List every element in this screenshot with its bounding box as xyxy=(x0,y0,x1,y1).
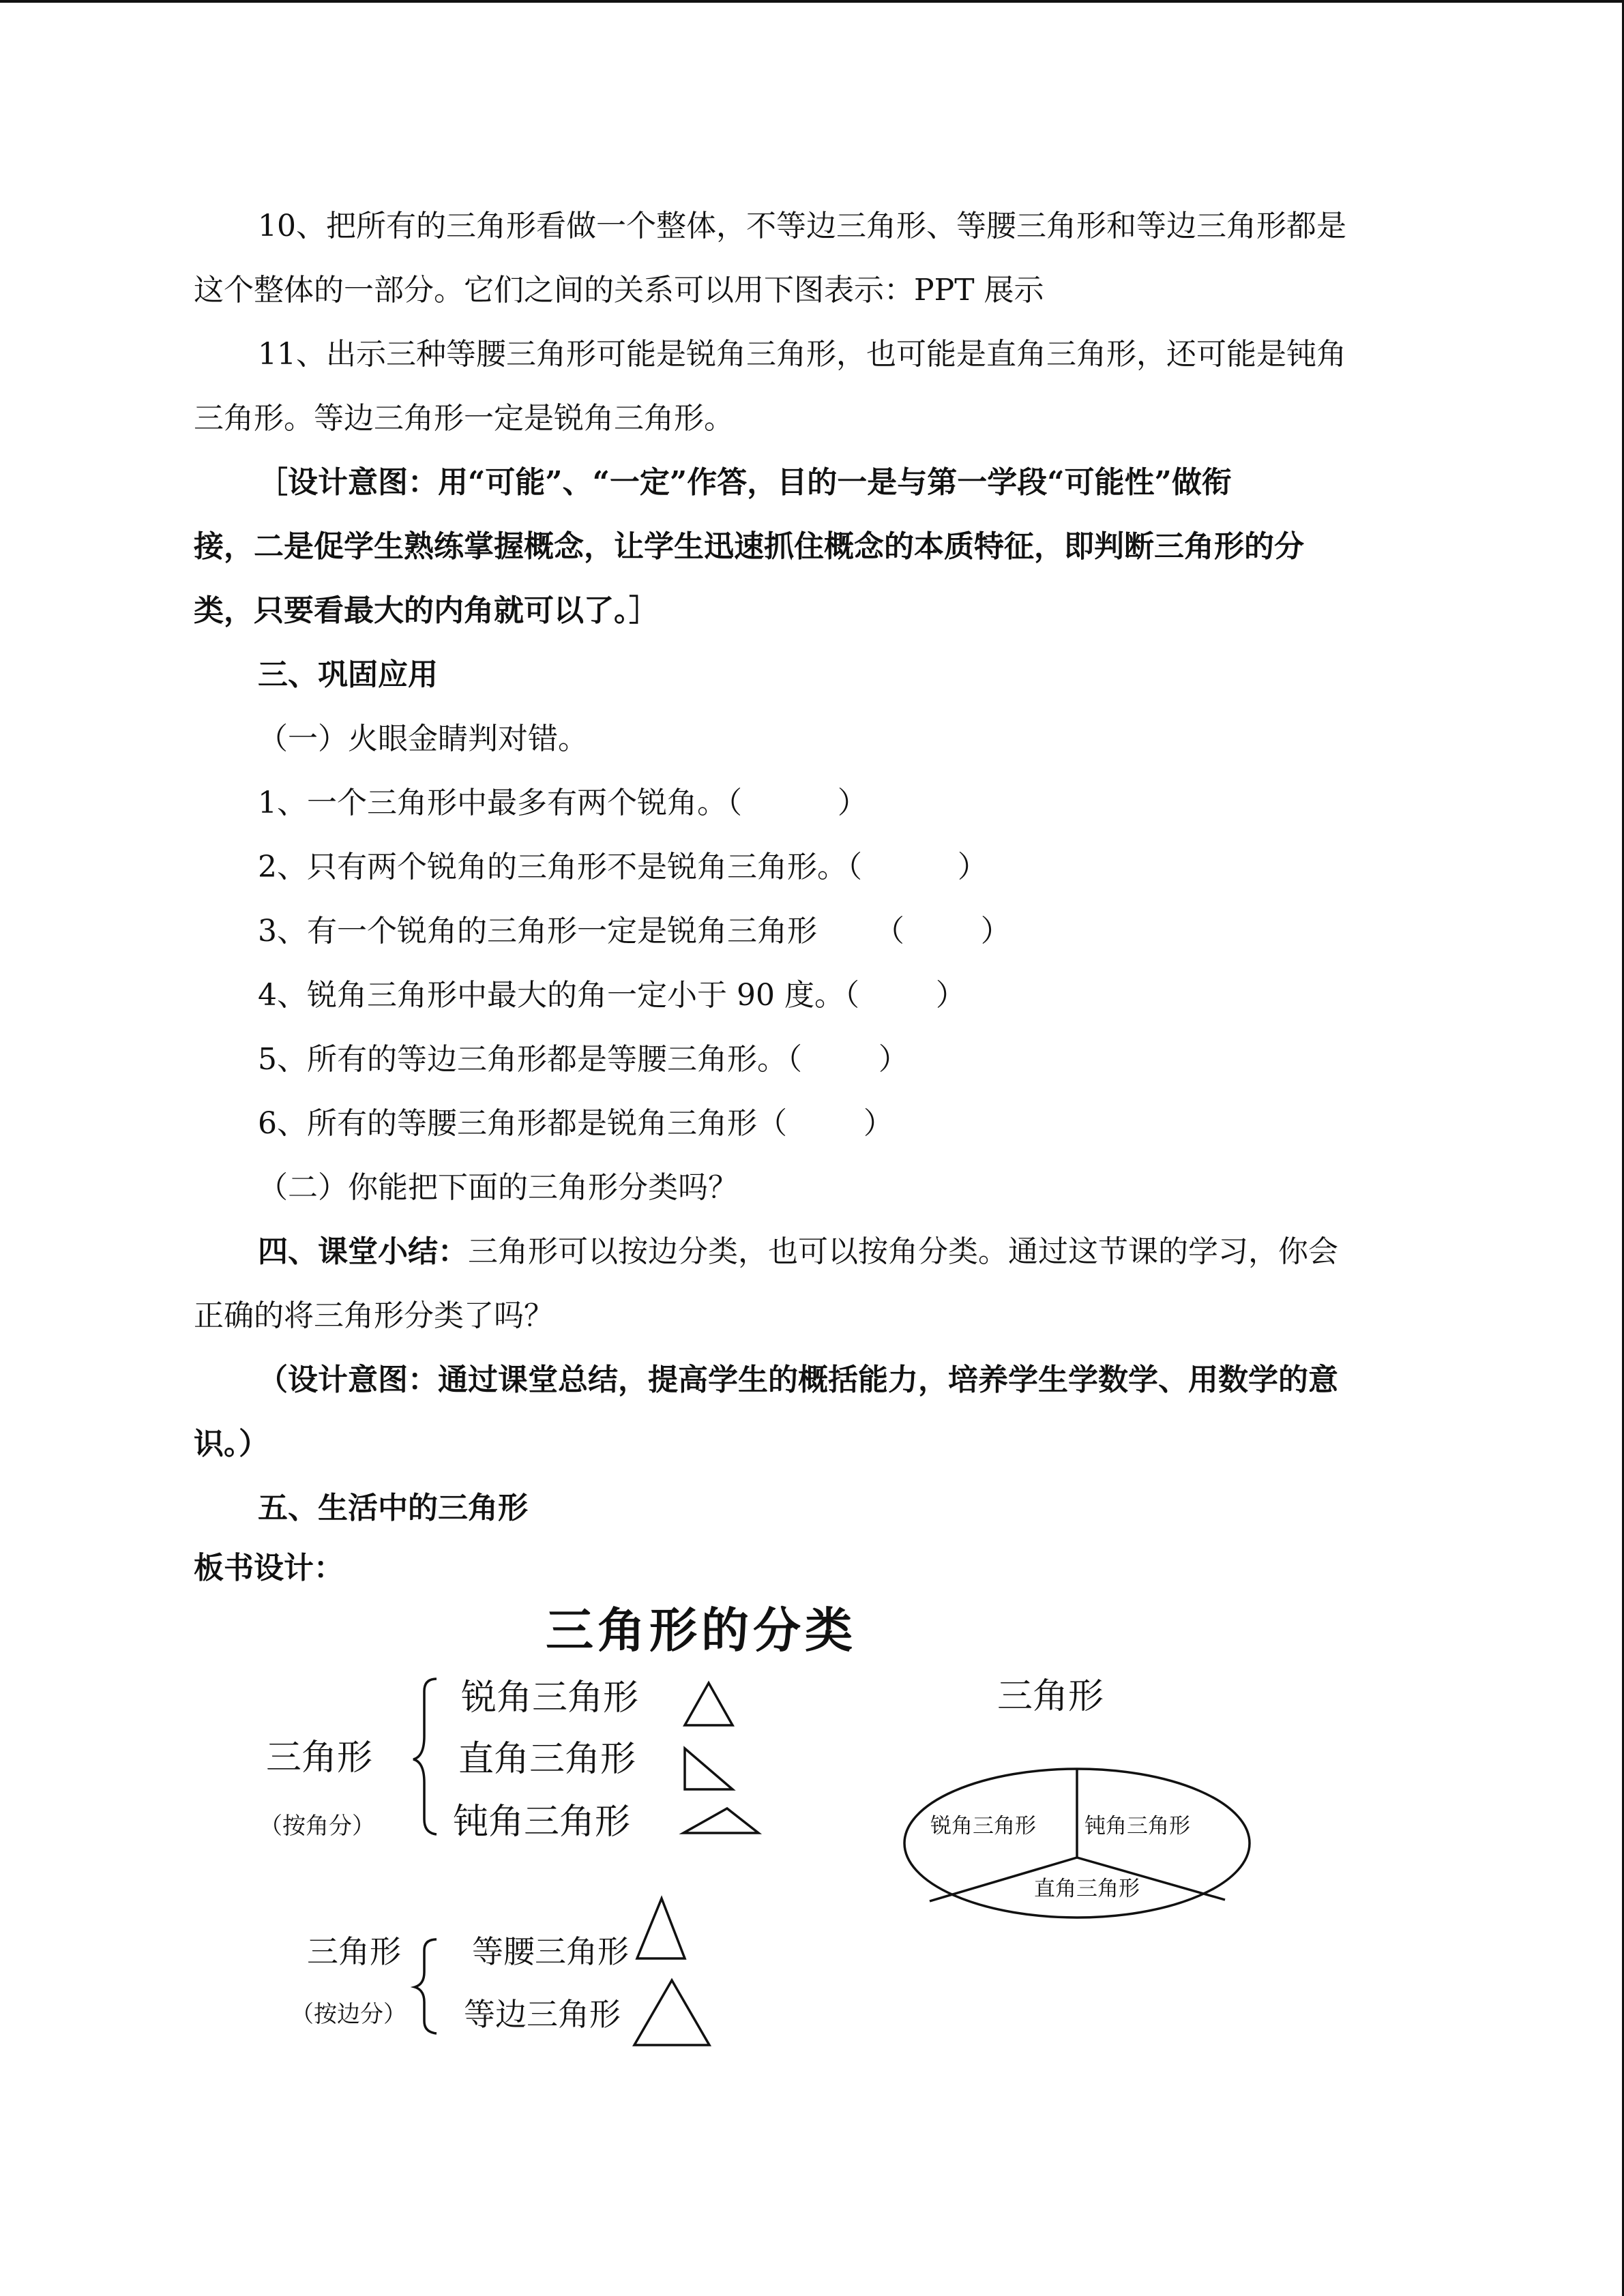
side-brace-icon xyxy=(415,1939,437,2033)
question-5: 5、所有的等边三角形都是等腰三角形。（ ） xyxy=(258,1042,909,1077)
design-intent-2-line2: 识。） xyxy=(194,1427,269,1461)
question-4: 4、锐角三角形中最大的角一定小于 90 度。（ ） xyxy=(258,978,966,1013)
by-side-root-label: 三角形 xyxy=(307,1933,401,1970)
venn-acute-label: 锐角三角形 xyxy=(930,1814,1036,1838)
section-4-text: 三角形可以按边分类，也可以按角分类。通过这节课的学习，你会 xyxy=(468,1234,1338,1269)
angle-brace-icon xyxy=(413,1679,437,1834)
venn-divider-right xyxy=(1077,1858,1225,1900)
right-triangle-icon xyxy=(685,1748,733,1789)
isosceles-triangle-label: 等腰三角形 xyxy=(472,1933,629,1970)
obtuse-triangle-label: 钝角三角形 xyxy=(453,1802,631,1843)
question-1: 1、一个三角形中最多有两个锐角。（ ） xyxy=(258,786,868,820)
paragraph-10-line2: 这个整体的一部分。它们之间的关系可以用下图表示：PPT 展示 xyxy=(194,273,1044,308)
by-side-note: （按边分） xyxy=(291,2001,407,2028)
board-design-label: 板书设计： xyxy=(194,1551,344,1585)
question-6: 6、所有的等腰三角形都是锐角三角形（ ） xyxy=(258,1106,894,1141)
question-2: 2、只有两个锐角的三角形不是锐角三角形。（ ） xyxy=(258,850,988,884)
section-4-line2: 正确的将三角形分类了吗？ xyxy=(194,1298,554,1333)
section-3-heading: 三、巩固应用 xyxy=(258,657,438,692)
question-3: 3、有一个锐角的三角形一定是锐角三角形 （ ） xyxy=(258,914,1011,949)
obtuse-triangle-icon xyxy=(683,1808,758,1833)
acute-triangle-label: 锐角三角形 xyxy=(461,1678,639,1718)
equilateral-triangle-icon xyxy=(634,1980,709,2045)
paragraph-11-line2: 三角形。等边三角形一定是锐角三角形。 xyxy=(194,401,734,436)
subsection-1-heading: （一）火眼金睛判对错。 xyxy=(258,721,588,756)
right-triangle-label: 直角三角形 xyxy=(458,1739,636,1780)
board-title: 三角形的分类 xyxy=(546,1602,857,1658)
venn-divider-left xyxy=(930,1858,1077,1901)
venn-title: 三角形 xyxy=(997,1676,1104,1717)
design-intent-1-line2: 接，二是促学生熟练掌握概念，让学生迅速抓住概念的本质特征，即判断三角形的分 xyxy=(194,529,1304,564)
design-intent-1-line1: ［设计意图：用“可能”、“一定”作答，目的一是与第一学段“可能性”做衔 xyxy=(258,465,1232,500)
venn-right-label: 直角三角形 xyxy=(1034,1877,1140,1901)
paragraph-11-line1: 11、出示三种等腰三角形可能是锐角三角形，也可能是直角三角形，还可能是钝角 xyxy=(258,337,1346,372)
acute-triangle-icon xyxy=(685,1683,733,1725)
section-4-heading: 四、课堂小结： xyxy=(258,1234,468,1269)
design-intent-1-line3: 类，只要看最大的内角就可以了。］ xyxy=(194,593,659,628)
venn-obtuse-label: 钝角三角形 xyxy=(1084,1814,1190,1838)
paragraph-10-line1: 10、把所有的三角形看做一个整体，不等边三角形、等腰三角形和等边三角形都是 xyxy=(258,209,1346,243)
by-angle-root-label: 三角形 xyxy=(266,1738,373,1778)
design-intent-2-line1: （设计意图：通过课堂总结，提高学生的概括能力，培养学生学数学、用数学的意 xyxy=(258,1362,1338,1397)
subsection-2-heading: （二）你能把下面的三角形分类吗？ xyxy=(258,1170,738,1205)
equilateral-triangle-label: 等边三角形 xyxy=(464,1996,621,2033)
section-5-heading: 五、生活中的三角形 xyxy=(258,1491,528,1525)
isosceles-triangle-icon xyxy=(637,1898,685,1958)
by-angle-note: （按角分） xyxy=(259,1813,375,1840)
